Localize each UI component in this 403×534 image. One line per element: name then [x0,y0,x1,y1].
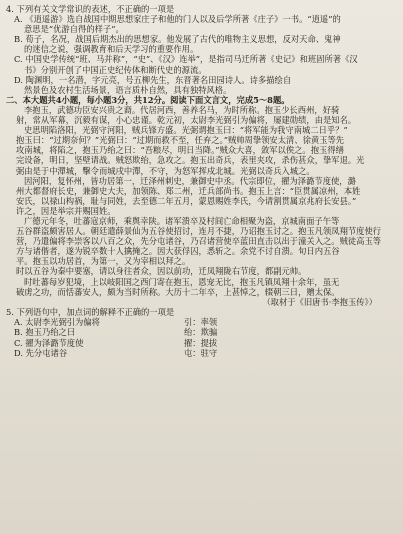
q4-option-a-line-2: 意思是“优游自得的样子”。 [24,24,124,35]
passage-citation: （取材于《旧唐书·李抱玉传》） [262,296,377,307]
passage-line: 州大都督府长史，兼御史大夫，加领陈、郑二州，迁兵部尚书。抱玉上言：“臣贯属凉州，本姓 [16,185,361,196]
q5-option-d-gloss: 屯：驻守 [184,348,218,359]
q5-option-b-gloss: 绐：欺骗 [184,327,218,338]
q4-option-d-line-1: D. 陶渊明，一名潜，字元亮，号五柳先生，东晋著名田园诗人。诗多描绘自 [14,74,292,85]
q4-option-c-line-2: 书》分别开创了中国正史纪传体和断代史的源流。 [24,64,207,75]
passage-line: 营，乃遣偏将李崇客以八百之众，先分屯诸谷，乃召诸营使卒蓝田直击以出于潼关入之。贼徒高玉等 [16,236,382,247]
q4-option-b-line-2: 的迷信之说，强调教育和后天学习的重要作用。 [24,44,199,55]
q5-option-c [6,338,397,348]
passage-line: 因河阳，复怀州，皆功居第一，迁泽州刺史，兼御史中丞。代宗即位，擢为泽潞节度使，潞 [24,175,356,186]
passage-line: 抱玉曰：“过期奈何？”光弼曰：“过期而救不至，任弃之。”贼帅周挚领安太清、徐黄玉等先 [16,135,345,146]
q5-stem: 5. 下列语句中，加点词的解释不正确的一项是 [6,306,175,317]
q4-option-b-line-1: B. 荀子，名况，战国后期杰出的思想家。他发展了古代的唯物主义思想，反对天命、鬼神 [14,34,341,45]
passage-line: 方与诸偕者，遂为锐卒数十人擒掩之。因大获俘囚，悉斩之。余党不讨自溃。旬日内五谷 [16,246,340,257]
q5-option-d [6,348,397,358]
q4-option-a-line-1: A. 《逍遥游》选自战国中期思想家庄子和他的门人以及后学所著《庄子》一书。“逍遥”的 [14,14,341,25]
q5-option-d-text: D. 先分屯诸谷 [14,348,68,359]
q5-option-c-gloss: 擢：提拔 [184,337,218,348]
q5-option-a-gloss: 引：率领 [184,316,218,327]
passage-line: 李抱玉，武德功臣安兴贵之裔。代居河西，善养名马，为时所称。抱玉少长西州，好骑 [24,104,340,115]
passage-line: 许之，因是举宗并赐国姓。 [16,205,116,216]
classical-passage [6,105,397,297]
q4-option-d-line-2: 然景色及农村生活场景，语言质朴自然，具有独特风格。 [24,84,232,95]
q5-option-c-text: C. 擢为泽潞节度使 [14,337,84,348]
passage-line: 史思明陷洛阳，光弼守河阳，贼兵锋方盛。光弼谓抱玉曰：“将军能为我守南城二日乎？” [24,125,348,136]
q5-option-a [6,317,397,327]
passage-line: 时以五谷为秦中要塞，请以身往者众，因以前功，迁凤翔陇右节度，都副元帅。 [16,266,307,277]
q4-option-c-line-1: C. 中国史学传统“班、马并称”，“史”、《汉》连举”，是指司马迁所著《史记》和班固所著《汉 [14,54,358,65]
q5-option-b [6,327,397,337]
passage-line: 平。抱玉以功居首，为第一，又为宰相以拜之。 [16,256,191,267]
passage-line: 完设备，明日，坚壁请战。贼怒欺绐，急攻之。抱玉出奇兵，表里夹攻，杀伤甚众，挚军退。光 [16,155,365,166]
passage-line: 射，常从军幕，沉毅有谋，小心忠谨。乾元初，太尉李光弼引为偏将，屡建勋绩，由是知名。 [16,115,357,126]
passage-line: 五谷群盗颇害居人。朝廷遣薛景仙为五谷使招讨，连月不捷，乃诏抱玉讨之。抱玉凡领凤翔节度使行 [16,226,382,237]
q4-stem: 4. 下列有关文学常识的表述，不正确的一项是 [6,4,175,14]
q5-option-a-text: A. 太尉李光弼引为偏将 [14,316,100,327]
passage-line: 攻南城，将陷之，抱玉乃绐之曰：“吾粮尽，明日当降。”贼众大喜，敛军以俟之。抱玉得缮 [16,145,344,156]
passage-line: 广德元年冬，吐蕃寇京师，乘舆幸陕。诸军溃卒及村闾亡命相聚为盗，京城南面子午等 [24,215,340,226]
q5-option-b-text: B. 抱玉乃绐之曰 [14,327,76,338]
passage-line: 破虏之功，而恬蕃安人，颇为当时所称。大历十二年卒，上甚悼之，辍朝三日，赠太保。 [16,286,340,297]
passage-line: 时吐蕃每岁犯境，上以岐阳国之西门寄在抱玉，恩宠无比，抱玉凡镇凤翔十余年，虽无 [24,276,340,287]
section-2-heading: 二、本大题共4小题，每小题3分，共12分。阅读下面文言文，完成5～8题。 [6,94,290,105]
passage-line: 弼由是于中潬城，擊令而城戌中潬，不守，为怒军挥戍北城。光弼以奇兵入城之。 [16,165,315,176]
passage-line: 安氏，以禄山构祸，耻与同姓，去至德二年五月，蒙恩赐姓李氏，今请割贯属京兆府长安县。” [16,195,357,206]
